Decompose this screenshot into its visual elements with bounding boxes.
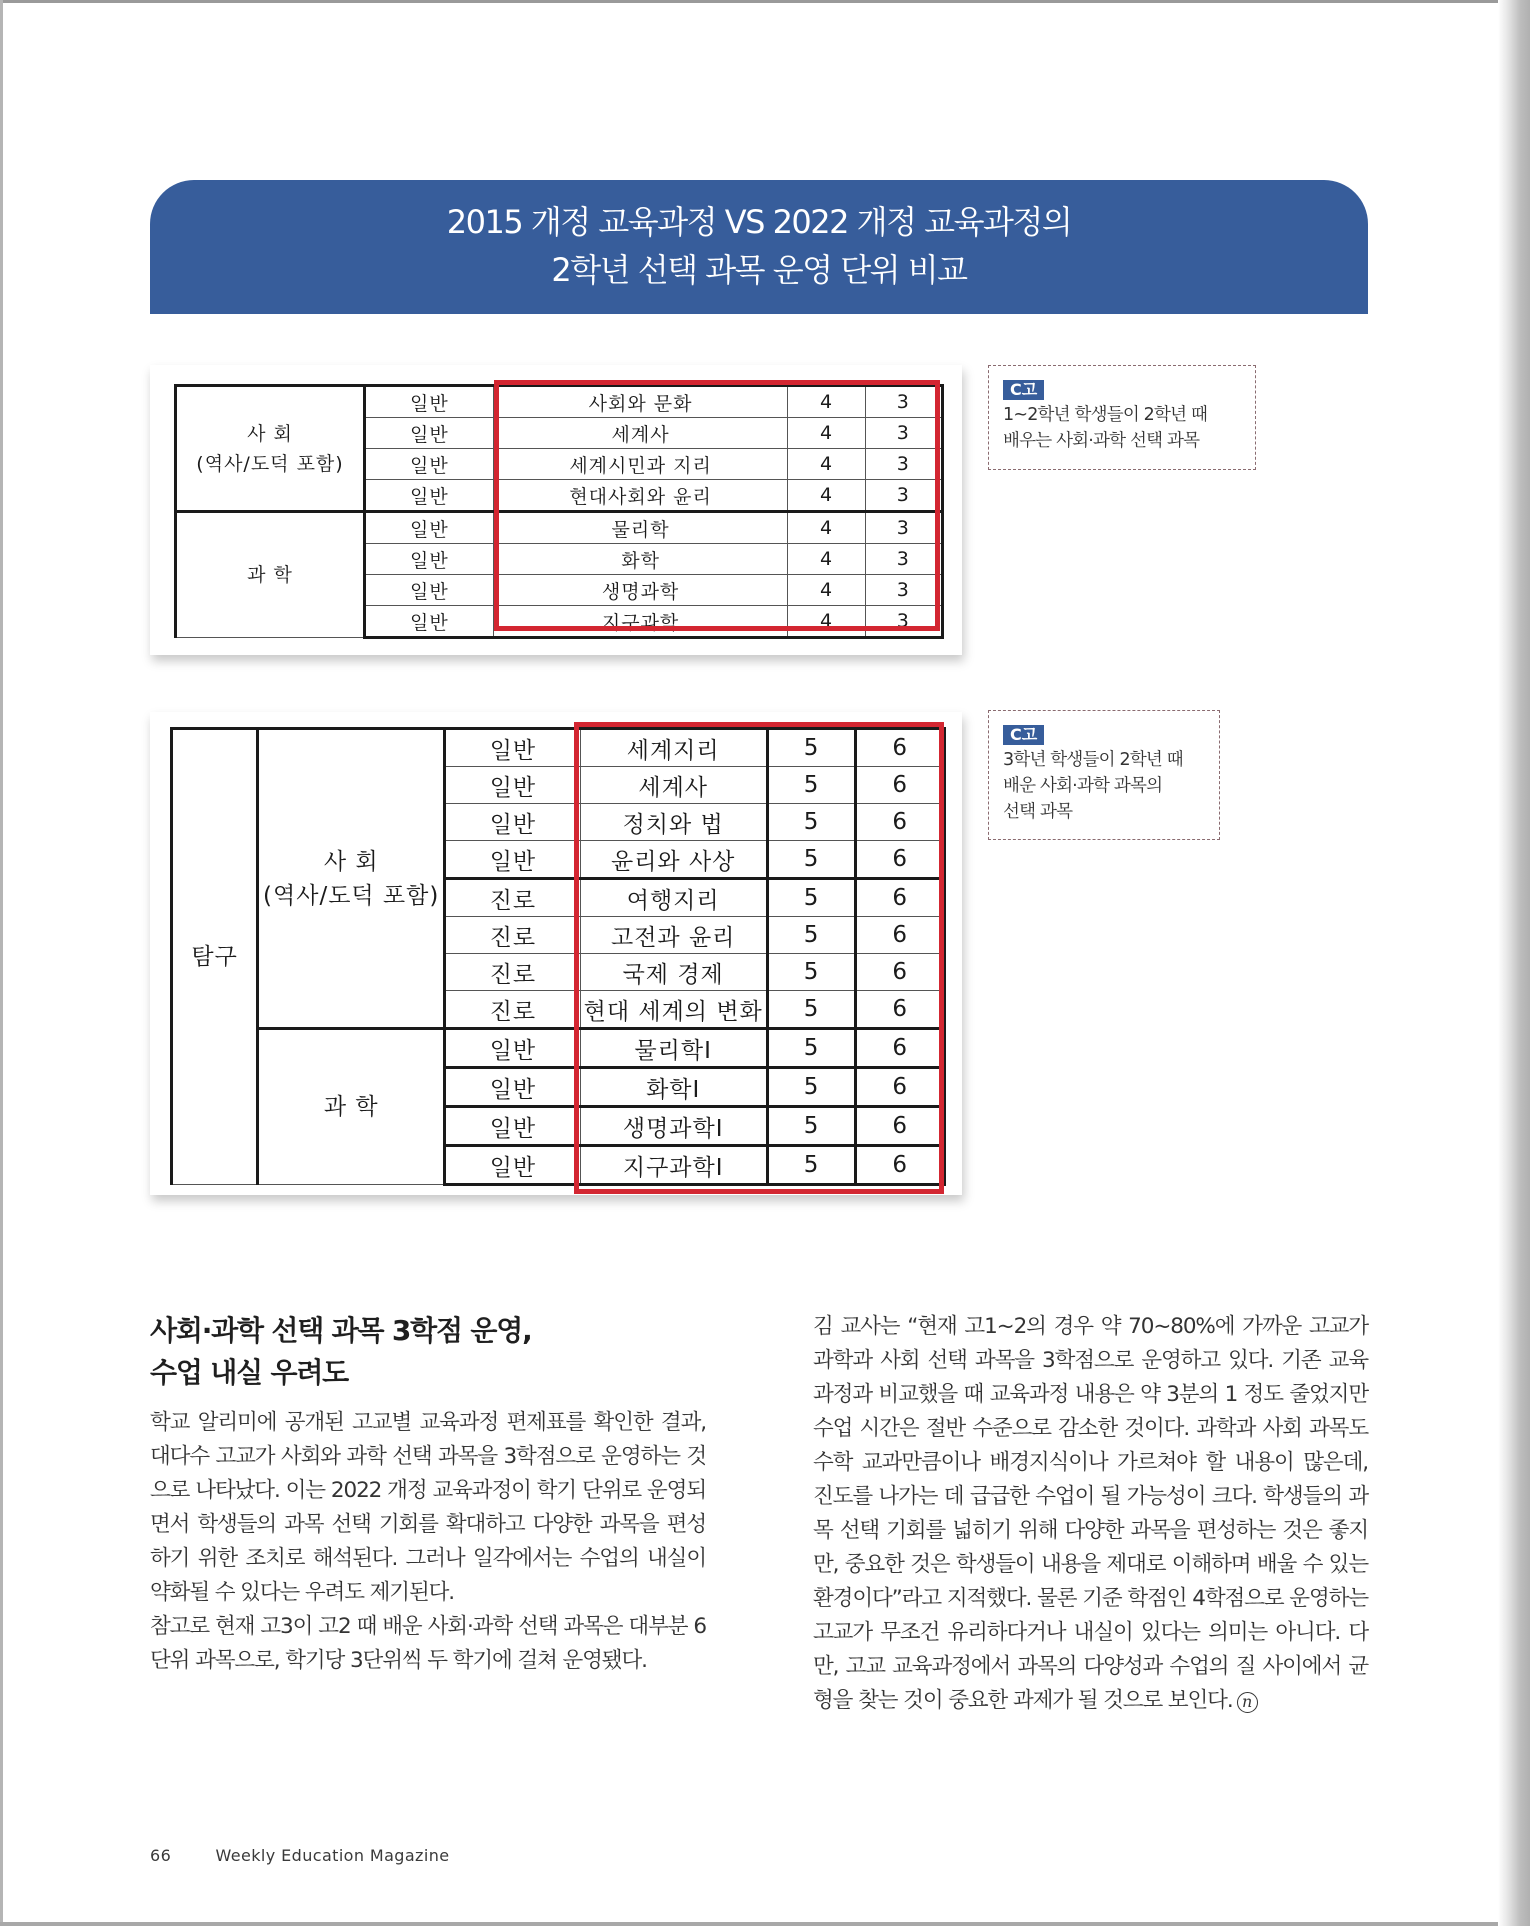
units-cell: 5: [767, 991, 856, 1029]
group-label: 과 학: [323, 1094, 379, 1120]
paragraph: 참고로 현재 고3이 고2 때 배운 사회·과학 선택 과목은 대부분 6단위 과목으로, 학기당 3단위씩 두 학기에 걸쳐 운영됐다.: [150, 1614, 706, 1673]
page-frame-left: [0, 0, 3, 1926]
type-cell: 일반: [445, 1107, 580, 1146]
callout-line: 배운 사회·과학 과목의: [1003, 776, 1163, 796]
heading-line-1: 사회·과학 선택 과목 3학점 운영,: [150, 1314, 532, 1347]
type-cell: 일반: [445, 729, 580, 767]
units-cell: 5: [767, 917, 856, 954]
school-tag: C고: [1003, 380, 1044, 400]
type-cell: 일반: [364, 575, 493, 606]
subject-cell: 세계사: [493, 418, 788, 449]
subject-cell: 현대 세계의 변화: [580, 991, 767, 1029]
banner-title-line-2: 2학년 선택 과목 운영 단위 비교: [551, 251, 967, 289]
end-mark-icon: n: [1237, 1692, 1258, 1713]
type-cell: 진로: [445, 991, 580, 1029]
group-label-cell: [258, 729, 445, 1029]
units-cell: 4: [788, 512, 865, 544]
units-cell: 3: [865, 575, 942, 606]
type-cell: 일반: [445, 1029, 580, 1068]
group-label-cell: [258, 1029, 445, 1185]
callout-text: [1003, 747, 1205, 825]
subject-cell: 생명과학: [493, 575, 788, 606]
subject-cell: 생명과학Ⅰ: [580, 1107, 767, 1146]
outer-label-cell: [172, 729, 258, 1185]
page-number: 66: [150, 1846, 172, 1865]
units-cell: 6: [856, 1029, 945, 1068]
curriculum-table-2022: [174, 384, 944, 639]
article-column-right: [813, 1310, 1368, 1718]
units-cell: 5: [767, 729, 856, 767]
table-row: [176, 386, 943, 418]
units-cell: 5: [767, 954, 856, 991]
magazine-name: Weekly Education Magazine: [215, 1846, 450, 1865]
units-cell: 5: [767, 1146, 856, 1185]
table-row: [176, 512, 943, 544]
outer-label: 탐구: [191, 944, 238, 970]
callout-line: 배우는 사회·과학 선택 과목: [1003, 431, 1200, 451]
callout-line: 1~2학년 학생들이 2학년 때: [1003, 405, 1208, 425]
type-cell: 일반: [445, 804, 580, 841]
units-cell: 4: [788, 544, 865, 575]
heading-line-2: 수업 내실 우려도: [150, 1356, 349, 1389]
units-cell: 4: [788, 480, 865, 512]
subject-cell: 여행지리: [580, 879, 767, 917]
units-cell: 4: [788, 418, 865, 449]
curriculum-table-2015: [170, 727, 946, 1186]
school-tag: C고: [1003, 725, 1044, 745]
type-cell: 진로: [445, 954, 580, 991]
subject-cell: 윤리와 사상: [580, 841, 767, 879]
subject-cell: 물리학: [493, 512, 788, 544]
units-cell: 5: [767, 804, 856, 841]
units-cell: 4: [788, 606, 865, 638]
units-cell: 6: [856, 804, 945, 841]
subject-cell: 물리학Ⅰ: [580, 1029, 767, 1068]
units-cell: 4: [788, 386, 865, 418]
units-cell: 3: [865, 512, 942, 544]
group-sublabel: (역사/도덕 포함): [196, 452, 344, 475]
callout-text: [1003, 402, 1241, 454]
units-cell: 3: [865, 418, 942, 449]
units-cell: 6: [856, 1107, 945, 1146]
units-cell: 5: [767, 1068, 856, 1107]
banner-title-line-1: 2015 개정 교육과정 VS 2022 개정 교육과정의: [446, 203, 1072, 241]
type-cell: 일반: [445, 767, 580, 804]
paragraph: 학교 알리미에 공개된 고교별 교육과정 편제표를 확인한 결과, 대다수 고교가 사회와 과학 선택 과목을 3학점으로 운영하는 것으로 나타났다. 이는 2022 개정 교육과정이 학기 단위로 운영되면서 학생들의 과목 선택 기회를 확대하고 다양한 과목을 편성하기 위한 조치로 해석된다. 그러나 일각에서는 수업의 내실이 약화될 수 있다는 우려도 제기된다.: [150, 1410, 706, 1605]
units-cell: 6: [856, 879, 945, 917]
subject-cell: 정치와 법: [580, 804, 767, 841]
units-cell: 3: [865, 480, 942, 512]
callout-line: 3학년 학생들이 2학년 때: [1003, 750, 1183, 770]
units-cell: 5: [767, 1107, 856, 1146]
type-cell: 일반: [364, 386, 493, 418]
subject-cell: 화학Ⅰ: [580, 1068, 767, 1107]
units-cell: 4: [788, 449, 865, 480]
subject-cell: 지구과학: [493, 606, 788, 638]
group-label: 사 회: [247, 422, 293, 445]
subject-cell: 사회와 문화: [493, 386, 788, 418]
type-cell: 진로: [445, 879, 580, 917]
table-row: [172, 729, 945, 767]
units-cell: 3: [865, 606, 942, 638]
table-row: [172, 1029, 945, 1068]
units-cell: 6: [856, 1146, 945, 1185]
units-cell: 4: [788, 575, 865, 606]
page-frame-top: [0, 0, 1530, 3]
type-cell: 진로: [445, 917, 580, 954]
type-cell: 일반: [445, 841, 580, 879]
type-cell: 일반: [364, 512, 493, 544]
paragraph: [813, 1310, 1368, 1718]
units-cell: 6: [856, 1068, 945, 1107]
units-cell: 6: [856, 917, 945, 954]
subject-cell: 세계지리: [580, 729, 767, 767]
units-cell: 6: [856, 954, 945, 991]
group-label: 사 회: [323, 848, 379, 875]
units-cell: 3: [865, 544, 942, 575]
subject-cell: 현대사회와 윤리: [493, 480, 788, 512]
units-cell: 3: [865, 386, 942, 418]
units-cell: 3: [865, 449, 942, 480]
type-cell: 일반: [445, 1068, 580, 1107]
group-sublabel: (역사/도덕 포함): [263, 882, 440, 909]
paragraph-text: 김 교사는 “현재 고1~2의 경우 약 70~80%에 가까운 고교가 과학과 사회 선택 과목을 3학점으로 운영하고 있다. 기존 교육과정과 비교했을 때 교육과정 내용은 약 3분의 1 정도 줄었지만 수업 시간은 절반 수준으로 감소한 것이다. 과학과 사회 과목도 수학 교과만큼이나 배경지식이나 가르쳐야 할 내용이 많은데, 진도를 나가는 데 급급한 수업이 될 가능성이 크다. 학생들의 과목 선택 기회를 넓히기 위해 다양한 과목을 편성하는 것은 좋지만, 중요한 것은 학생들이 내용을 제대로 이해하며 배울 수 있는 환경이다”라고 지적했다. 물론 기준 학점인 4학점으로 운영하는 고교가 무조건 유리하다거나 내실이 있다는 의미는 아니다. 다만, 고교 교육과정에서 과목의 다양성과 수업의 질 사이에서 균형을 찾는 것이 중요한 과제가 될 것으로 보인다.: [813, 1314, 1368, 1713]
table-card-2015: [150, 712, 962, 1195]
article-column-left: [150, 1406, 706, 1678]
article-heading: [150, 1310, 720, 1394]
callout-note-2: [988, 710, 1220, 840]
type-cell: 일반: [364, 449, 493, 480]
units-cell: 6: [856, 991, 945, 1029]
subject-cell: 국제 경제: [580, 954, 767, 991]
page-footer: [150, 1846, 449, 1865]
type-cell: 일반: [364, 480, 493, 512]
title-banner: [150, 180, 1368, 314]
table-card-2022: [150, 365, 962, 655]
units-cell: 6: [856, 729, 945, 767]
page-frame-bottom: [0, 1922, 1530, 1926]
units-cell: 6: [856, 841, 945, 879]
subject-cell: 지구과학Ⅰ: [580, 1146, 767, 1185]
units-cell: 5: [767, 767, 856, 804]
type-cell: 일반: [364, 544, 493, 575]
callout-line: 선택 과목: [1003, 802, 1073, 822]
page-edge-shadow: [1498, 0, 1530, 1926]
type-cell: 일반: [364, 418, 493, 449]
group-label-cell: [176, 386, 365, 512]
group-label: 과 학: [247, 564, 293, 586]
type-cell: 일반: [364, 606, 493, 638]
units-cell: 5: [767, 879, 856, 917]
subject-cell: 세계사: [580, 767, 767, 804]
units-cell: 6: [856, 767, 945, 804]
units-cell: 5: [767, 841, 856, 879]
group-label-cell: [176, 512, 365, 638]
callout-note-1: [988, 365, 1256, 470]
units-cell: 5: [767, 1029, 856, 1068]
subject-cell: 세계시민과 지리: [493, 449, 788, 480]
subject-cell: 화학: [493, 544, 788, 575]
subject-cell: 고전과 윤리: [580, 917, 767, 954]
type-cell: 일반: [445, 1146, 580, 1185]
